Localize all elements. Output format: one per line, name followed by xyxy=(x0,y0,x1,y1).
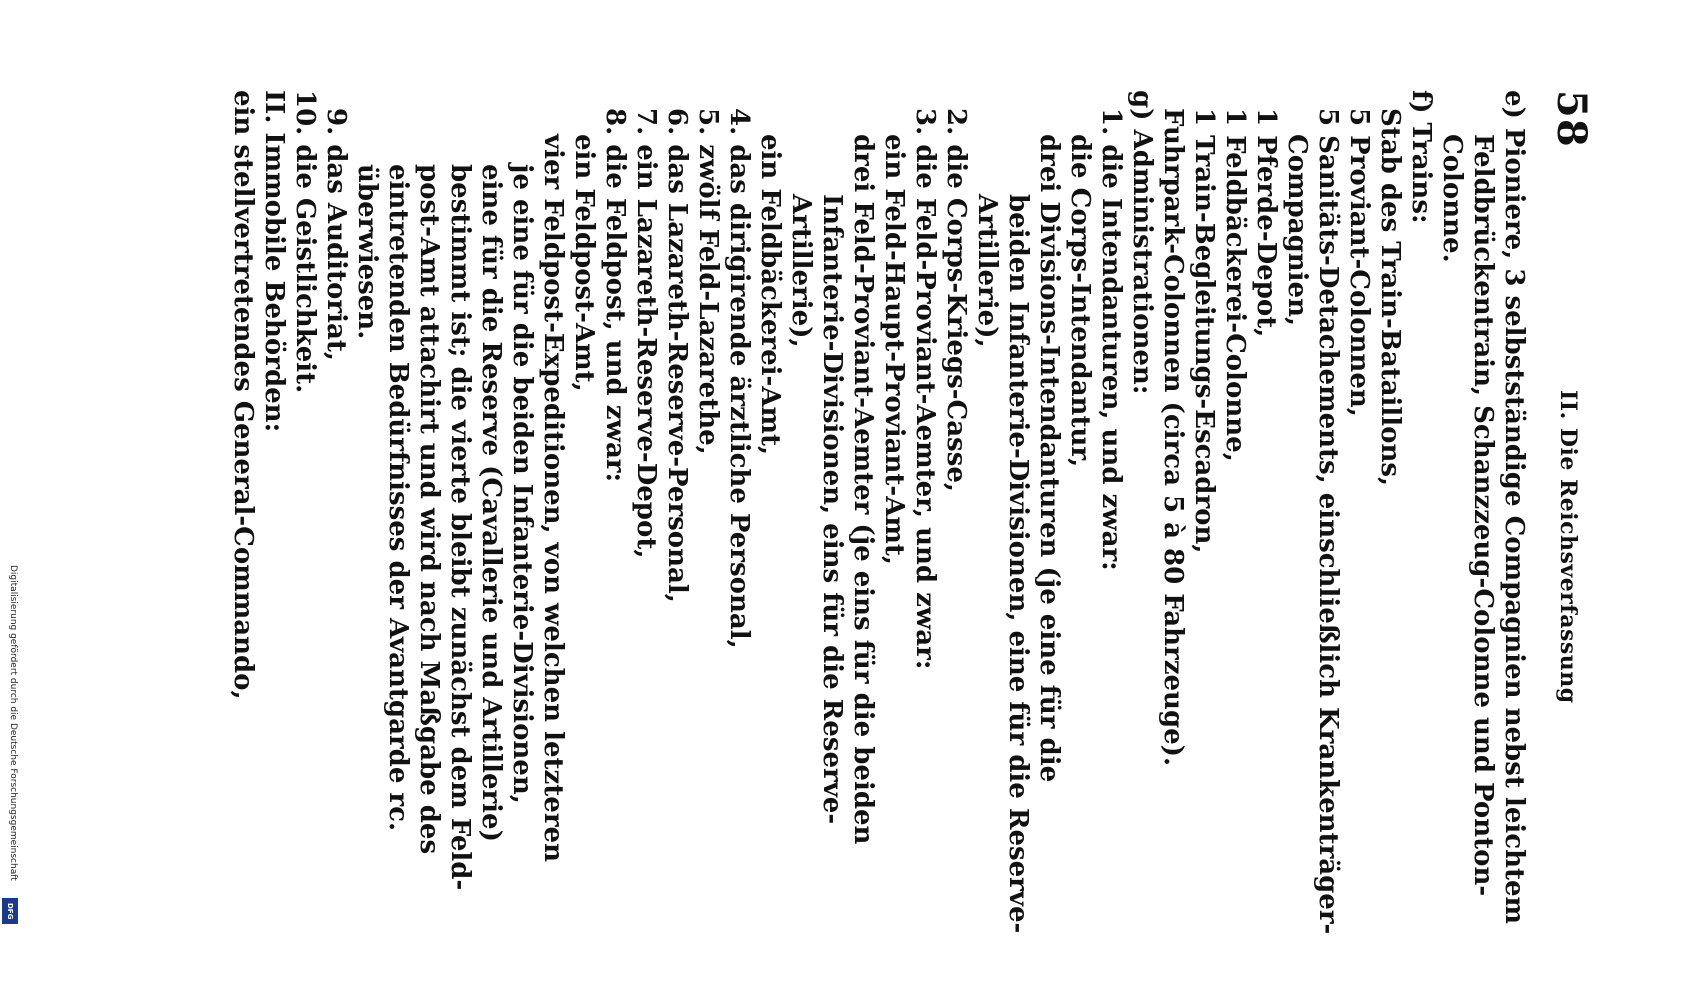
text-line: Artillerie), xyxy=(786,194,816,348)
text-line: überwiesen. xyxy=(352,164,382,340)
text-line: Infanterie-Divisionen, eins für die Reserve- xyxy=(817,194,847,825)
text-line: 5 Sanitäts-Detachements, einschließlich Krankenträger- xyxy=(1313,108,1343,935)
text-line: die Corps-Intendantur, xyxy=(1065,134,1095,468)
text-line: drei Feld-Proviant-Aemter (je eins für die beiden xyxy=(848,134,878,845)
text-line: 1 Pferde-Depot, xyxy=(1251,108,1281,338)
text-line: 1. die Intendanturen, und zwar: xyxy=(1096,108,1126,571)
rotated-page xyxy=(228,90,1595,935)
text-line: Feldbrückentrain, Schanzzeug-Colonne und Ponton- xyxy=(1468,134,1498,897)
text-line: 5. zwölf Feld-Lazarethe, xyxy=(693,108,723,455)
text-line: 3. die Feld-Proviant-Aemter, und zwar: xyxy=(910,108,940,670)
dfg-logo: DFG xyxy=(2,898,18,924)
text-line: 2. die Corps-Kriegs-Casse, xyxy=(941,108,971,492)
text-line: 1 Train-Begleitungs-Escadron, xyxy=(1189,108,1219,554)
text-line: Colonne. xyxy=(1437,134,1467,263)
text-line: f) Trains: xyxy=(1406,90,1436,224)
text-line: II. Immobile Behörden: xyxy=(259,90,289,433)
text-line: 1 Feldbäckerei-Colonne, xyxy=(1220,108,1250,462)
text-line: eine für die Reserve (Cavallerie und Artillerie) xyxy=(476,164,506,842)
text-line: 8. die Feldpost, und zwar: xyxy=(600,108,630,483)
text-line: ein Feldbäckerei-Amt, xyxy=(755,134,785,456)
text-line: 7. ein Lazareth-Reserve-Depot, xyxy=(631,108,661,559)
text-line: Stab des Train-Bataillons, xyxy=(1375,108,1405,487)
page-number: 58 xyxy=(1548,90,1595,148)
text-line: ein stellvertretendes General-Commando, xyxy=(228,90,258,700)
text-line: ein Feldpost-Amt, xyxy=(569,134,599,392)
text-line: drei Divisions-Intendanturen (je eine für die xyxy=(1034,134,1064,783)
text-line: Artillerie), xyxy=(972,194,1002,348)
text-line: 10. die Geistlichkeit. xyxy=(290,90,320,394)
text-line: 5 Proviant-Colonnen, xyxy=(1344,108,1374,417)
text-line: 9. das Auditoriat, xyxy=(321,108,351,361)
text-line: 4. das dirigirende ärztliche Personal, xyxy=(724,108,754,649)
text-line: bestimmt ist; die vierte bleibt zunächst dem Feld- xyxy=(445,164,475,891)
text-line: vier Feldpost-Expeditionen, von welchen letzteren xyxy=(538,134,568,862)
text-line: e) Pioniere, 3 selbstständige Compagnien nebst leichtem xyxy=(1499,90,1529,925)
text-line: post-Amt attachirt und wird nach Maßgabe des xyxy=(414,164,444,855)
text-line: Compagnien, xyxy=(1282,134,1312,327)
text-line: 6. das Lazareth-Reserve-Personal, xyxy=(662,108,692,603)
text-line: eintretenden Bedürfnisses der Avantgarde rc. xyxy=(383,164,413,832)
page-header xyxy=(1535,90,1595,930)
text-line: je eine für die beiden Infanterie-Divisionen, xyxy=(507,164,537,804)
text-line: ein Feld-Haupt-Proviant-Amt, xyxy=(879,134,909,565)
book-page xyxy=(228,90,1595,935)
credit-text: Digitalisierung gefördert durch die Deutsche Forschungsgemeinschaft xyxy=(8,565,18,881)
body-text xyxy=(228,90,1529,935)
text-line: Fuhrpark-Colonnen (circa 5 à 80 Fahrzeuge). xyxy=(1158,108,1188,767)
text-line: g) Administrationen: xyxy=(1127,90,1157,395)
text-line: beiden Infanterie-Divisionen, eine für die Reserve- xyxy=(1003,194,1033,934)
running-head: II. Die Reichsverfassung xyxy=(1555,390,1581,704)
